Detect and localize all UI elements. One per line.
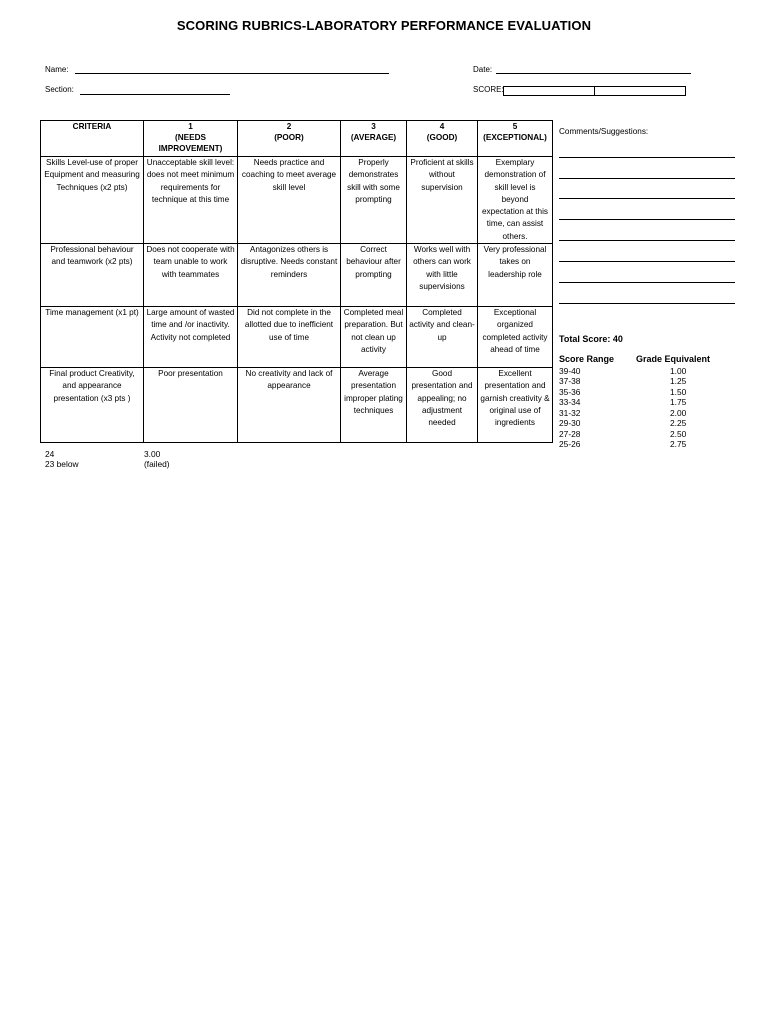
score-box-2[interactable] bbox=[594, 86, 686, 96]
rubric-cell: Does not cooperate with team unable to work with teammates bbox=[144, 244, 238, 307]
footer-grade: 3.00 bbox=[144, 449, 161, 459]
grade-range: 39-40 bbox=[559, 366, 581, 376]
rubric-header-row bbox=[41, 121, 553, 157]
comment-line[interactable] bbox=[559, 178, 735, 179]
level-3-header: 3 (AVERAGE) bbox=[341, 121, 407, 157]
rubric-cell: Excellent presentation and garnish creativity & original use of ingredients bbox=[478, 368, 553, 443]
table-row bbox=[41, 307, 553, 368]
score-box-1[interactable] bbox=[503, 86, 595, 96]
grade-equivalent-header: Grade Equivalent bbox=[636, 354, 711, 364]
comments-label: Comments/Suggestions: bbox=[559, 127, 649, 136]
criteria-cell: Final product Creativity, and appearance presentation (x3 pts ) bbox=[41, 368, 144, 443]
comment-line[interactable] bbox=[559, 157, 735, 158]
rubric-cell: Good presentation and appealing; no adjustment needed bbox=[407, 368, 478, 443]
grade-range: 35-36 bbox=[559, 387, 581, 397]
table-row bbox=[41, 368, 553, 443]
comment-line[interactable] bbox=[559, 261, 735, 262]
grade-range: 33-34 bbox=[559, 397, 581, 407]
rubric-cell: Exemplary demonstration of skill level is beyond expectation at this time, can assist others. bbox=[478, 157, 553, 244]
grade-value: 2.75 bbox=[670, 439, 687, 449]
footer-range: 24 bbox=[45, 449, 55, 459]
rubric-table bbox=[40, 120, 553, 443]
rubric-cell: Exceptional organized completed activity ahead of time bbox=[478, 307, 553, 368]
grade-range: 31-32 bbox=[559, 408, 581, 418]
rubric-cell: Correct behaviour after prompting bbox=[341, 244, 407, 307]
grade-value: 2.25 bbox=[670, 418, 687, 428]
criteria-cell: Time management (x1 pt) bbox=[41, 307, 144, 368]
footer-range: 23 below bbox=[45, 459, 79, 469]
rubric-cell: Properly demonstrates skill with some prompting bbox=[341, 157, 407, 244]
grade-range: 29-30 bbox=[559, 418, 581, 428]
grade-range: 27-28 bbox=[559, 429, 581, 439]
rubric-cell: Completed activity and clean-up bbox=[407, 307, 478, 368]
criteria-header: CRITERIA bbox=[41, 121, 144, 157]
section-label: Section: bbox=[45, 85, 74, 94]
footer-grade: (failed) bbox=[144, 459, 170, 469]
rubric-cell: Did not complete in the allotted due to inefficient use of time bbox=[238, 307, 341, 368]
page-title: SCORING RUBRICS-LABORATORY PERFORMANCE EVALUATION bbox=[176, 18, 592, 33]
rubric-cell: Large amount of wasted time and /or inactivity. Activity not completed bbox=[144, 307, 238, 368]
grade-value: 1.75 bbox=[670, 397, 687, 407]
section-field[interactable] bbox=[80, 94, 230, 95]
level-2-header: 2 (POOR) bbox=[238, 121, 341, 157]
grade-value: 1.50 bbox=[670, 387, 687, 397]
criteria-cell: Professional behaviour and teamwork (x2 pts) bbox=[41, 244, 144, 307]
level-4-header: 4 (GOOD) bbox=[407, 121, 478, 157]
comment-line[interactable] bbox=[559, 303, 735, 304]
grade-range: 37-38 bbox=[559, 376, 581, 386]
comment-line[interactable] bbox=[559, 198, 735, 199]
rubric-cell: Unacceptable skill level: does not meet minimum requirements for technique at this time bbox=[144, 157, 238, 244]
rubric-cell: Antagonizes others is disruptive. Needs constant reminders bbox=[238, 244, 341, 307]
comment-line[interactable] bbox=[559, 240, 735, 241]
rubric-cell: No creativity and lack of appearance bbox=[238, 368, 341, 443]
grade-range: 25-26 bbox=[559, 439, 581, 449]
table-row bbox=[41, 157, 553, 244]
criteria-cell: Skills Level-use of proper Equipment and measuring Techniques (x2 pts) bbox=[41, 157, 144, 244]
level-5-header: 5 (EXCEPTIONAL) bbox=[478, 121, 553, 157]
score-label: SCORE: bbox=[473, 85, 504, 94]
grade-value: 1.25 bbox=[670, 376, 687, 386]
level-1-header: 1 (NEEDS IMPROVEMENT) bbox=[144, 121, 238, 157]
rubric-cell: Completed meal preparation. But not clean up activity bbox=[341, 307, 407, 368]
grade-value: 2.00 bbox=[670, 408, 687, 418]
date-field[interactable] bbox=[496, 73, 691, 74]
rubric-cell: Poor presentation bbox=[144, 368, 238, 443]
comment-line[interactable] bbox=[559, 282, 735, 283]
name-field[interactable] bbox=[75, 73, 389, 74]
grade-value: 2.50 bbox=[670, 429, 687, 439]
rubric-cell: Proficient at skills without supervision bbox=[407, 157, 478, 244]
comment-line[interactable] bbox=[559, 219, 735, 220]
rubric-cell: Works well with others can work with little supervisions bbox=[407, 244, 478, 307]
score-range-header: Score Range bbox=[559, 354, 615, 364]
rubric-cell: Needs practice and coaching to meet average skill level bbox=[238, 157, 341, 244]
total-score: Total Score: 40 bbox=[559, 334, 623, 344]
date-label: Date: bbox=[473, 65, 493, 74]
grade-value: 1.00 bbox=[670, 366, 687, 376]
table-row bbox=[41, 244, 553, 307]
rubric-cell: Average presentation improper plating techniques bbox=[341, 368, 407, 443]
name-label: Name: bbox=[45, 65, 69, 74]
rubric-cell: Very professional takes on leadership role bbox=[478, 244, 553, 307]
